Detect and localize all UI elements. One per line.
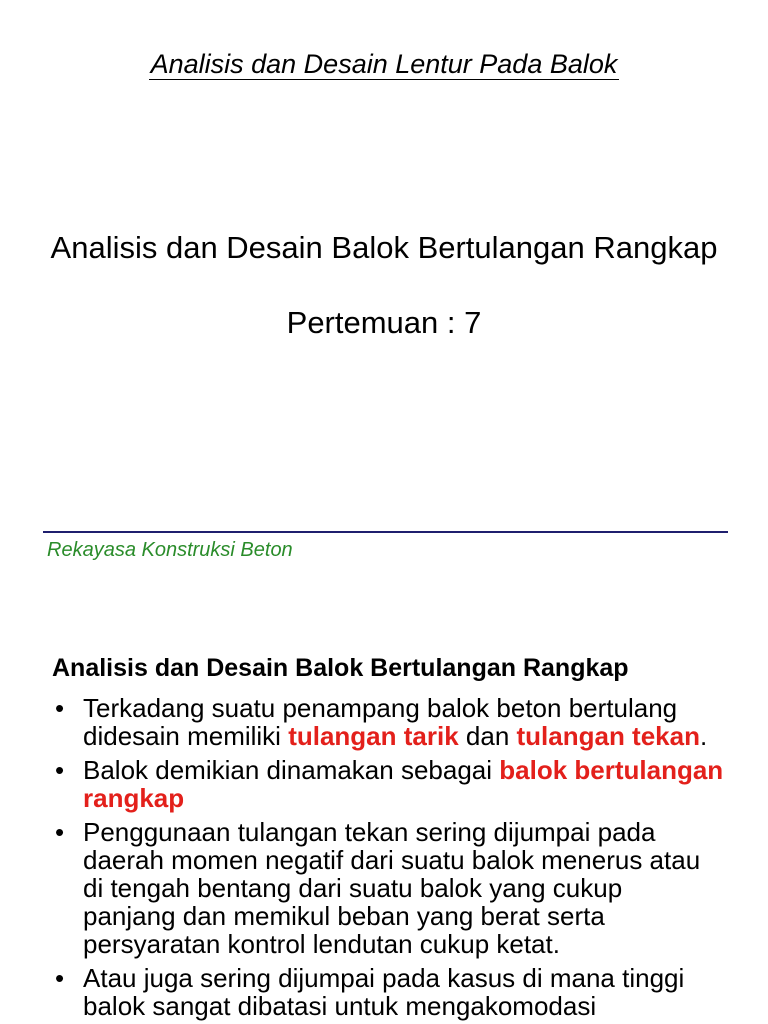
bullet-text: Balok demikian dinamakan sebagai [83, 755, 500, 785]
slide-title: Analisis dan Desain Balok Bertulangan Rangkap [52, 654, 629, 682]
bullet-text: . [699, 721, 708, 751]
bullet-line [83, 992, 768, 1020]
bullet-text: di tengah bentang dari suatu balok yang cukup [83, 873, 623, 903]
highlighted-term: rangkap [83, 783, 185, 813]
slide-header-container [0, 49, 768, 80]
bullet-line [83, 930, 768, 958]
bullet-item [0, 694, 768, 750]
bullet-list [0, 694, 768, 1024]
bullet-text: daerah momen negatif dari suatu balok menerus atau [83, 845, 701, 875]
bullet-icon: • [55, 817, 65, 847]
slide-title: Analisis dan Desain Balok Bertulangan Rangkap [50, 230, 718, 265]
bullet-line [83, 694, 768, 722]
bullet-line [83, 756, 768, 784]
course-name: Rekayasa Konstruksi Beton [47, 539, 293, 561]
highlighted-term: tulangan tarik [288, 721, 459, 751]
bullet-line [83, 784, 768, 812]
meeting-number: Pertemuan : 7 [286, 305, 482, 340]
bullet-icon: • [55, 755, 65, 785]
bullet-icon: • [55, 963, 65, 993]
bullet-line [83, 964, 768, 992]
bullet-item [0, 818, 768, 958]
bullet-text: didesain memiliki [83, 721, 289, 751]
bullet-item [0, 756, 768, 812]
bullet-text: Atau juga sering dijumpai pada kasus di mana tinggi [83, 963, 685, 993]
highlighted-term: tulangan tekan [516, 721, 700, 751]
bullet-text: panjang dan memikul beban yang berat serta [83, 901, 605, 931]
bullet-text: dan [458, 721, 517, 751]
bullet-line [83, 722, 768, 750]
footer-divider [43, 531, 728, 533]
bullet-line [83, 818, 768, 846]
bullet-line [83, 846, 768, 874]
bullet-text: persyaratan kontrol lendutan cukup ketat. [83, 929, 560, 959]
bullet-line [83, 874, 768, 902]
bullet-text: Penggunaan tulangan tekan sering dijumpai pada [83, 817, 656, 847]
bullet-text: Terkadang suatu penampang balok beton bertulang [83, 693, 678, 723]
highlighted-term: balok bertulangan [499, 755, 724, 785]
bullet-icon: • [55, 693, 65, 723]
slide-2 [0, 576, 768, 1024]
bullet-line [83, 902, 768, 930]
bullet-text: balok sangat dibatasi untuk mengakomodasi [83, 991, 597, 1021]
slide-header: Analisis dan Desain Lentur Pada Balok [150, 49, 618, 79]
bullet-item [0, 964, 768, 1020]
